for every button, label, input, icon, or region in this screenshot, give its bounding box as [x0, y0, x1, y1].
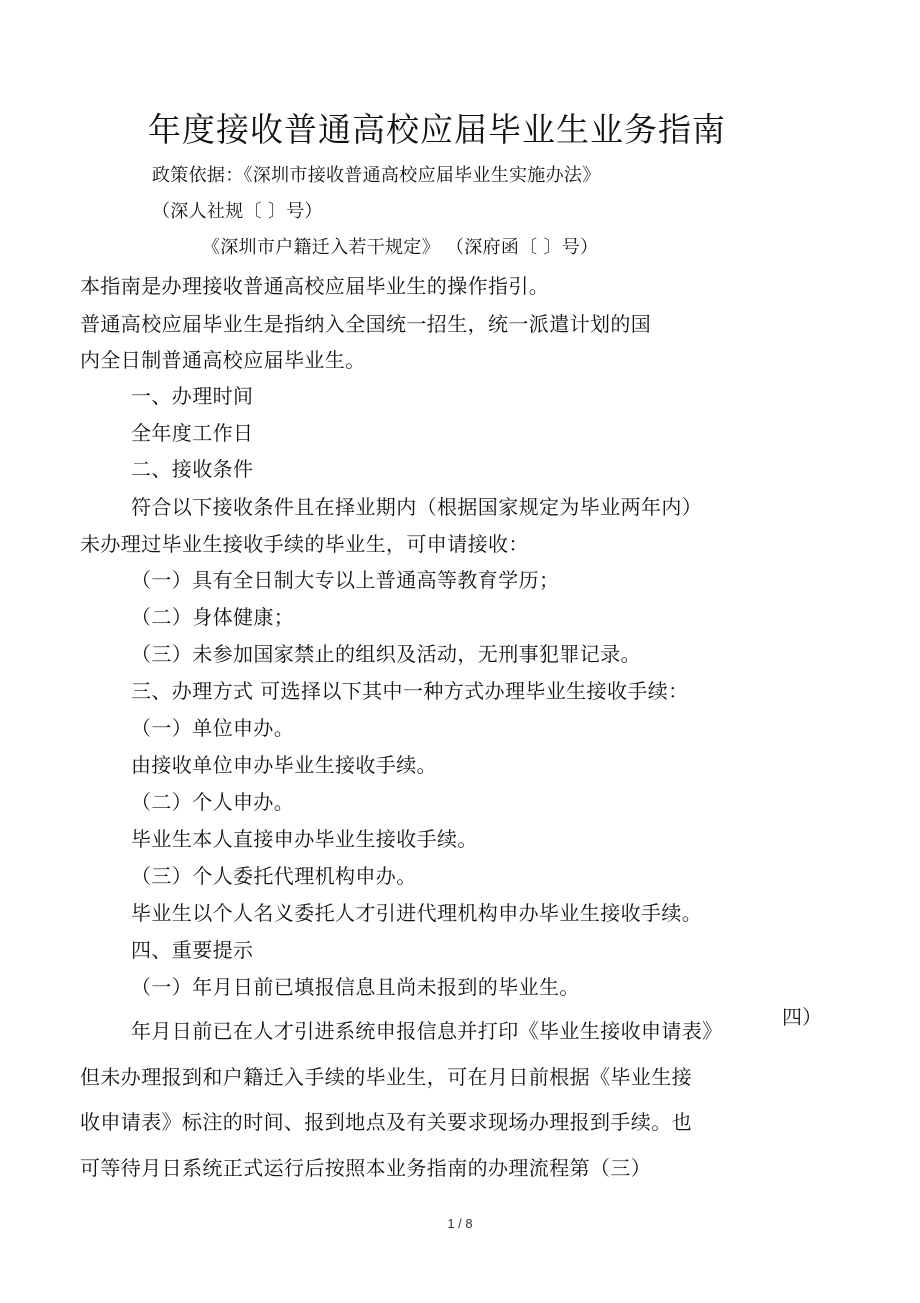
- section-body: 未办理过毕业生接收手续的毕业生，可申请接收：: [80, 532, 529, 556]
- notice-item: （一）年月日前已填报信息且尚未报到的毕业生。: [131, 975, 580, 999]
- method-line: 毕业生以个人名义委托人才引进代理机构申办毕业生接收手续。: [131, 901, 703, 925]
- method-line: （三）个人委托代理机构申办。: [131, 864, 417, 888]
- policy-basis-line: 《深圳市户籍迁入若干规定》 （深府函〔 〕号）: [202, 237, 599, 258]
- notice-paragraph-line: 但未办理报到和户籍迁入手续的毕业生，可在月日前根据《毕业生接: [80, 1065, 692, 1089]
- notice-paragraph-line: 年月日前已在人才引进系统申报信息并打印《毕业生接收申请表》: [131, 1019, 723, 1043]
- intro-line: 内全日制普通高校应届毕业生。: [80, 348, 366, 372]
- method-line: 毕业生本人直接申办毕业生接收手续。: [131, 827, 478, 851]
- section-heading: 一、办理时间: [131, 384, 254, 408]
- policy-basis-line: （深人社规〔 〕号）: [152, 201, 323, 222]
- section-body: 全年度工作日: [131, 421, 254, 445]
- notice-side-fragment: 四）: [782, 1005, 822, 1029]
- section-heading: 四、重要提示: [131, 938, 254, 962]
- notice-paragraph-line: 收申请表》标注的时间、报到地点及有关要求现场办理报到手续。也: [80, 1110, 692, 1134]
- intro-line: 普通高校应届毕业生是指纳入全国统一招生，统一派遣计划的国: [80, 312, 652, 336]
- section-heading: 三、办理方式 可选择以下其中一种方式办理毕业生接收手续：: [131, 679, 689, 703]
- condition-item: （二）身体健康；: [131, 605, 295, 629]
- section-body: 符合以下接收条件且在择业期内（根据国家规定为毕业两年内）: [131, 495, 703, 519]
- page-number: 1 / 8: [447, 1216, 473, 1231]
- method-line: （一）单位申办。: [131, 716, 295, 740]
- notice-paragraph-line: 可等待月日系统正式运行后按照本业务指南的办理流程第（三）: [80, 1156, 652, 1180]
- section-heading: 二、接收条件: [131, 457, 254, 481]
- method-line: （二）个人申办。: [131, 790, 295, 814]
- condition-item: （一）具有全日制大专以上普通高等教育学历；: [131, 568, 560, 592]
- method-line: 由接收单位申办毕业生接收手续。: [131, 753, 437, 777]
- policy-basis-line: 政策依据：《深圳市接收普通高校应届毕业生实施办法》: [152, 165, 601, 186]
- condition-item: （三）未参加国家禁止的组织及活动，无刑事犯罪记录。: [131, 642, 641, 666]
- document-title: 年度接收普通高校应届毕业生业务指南: [148, 110, 726, 149]
- intro-line: 本指南是办理接收普通高校应届毕业生的操作指引。: [80, 274, 550, 298]
